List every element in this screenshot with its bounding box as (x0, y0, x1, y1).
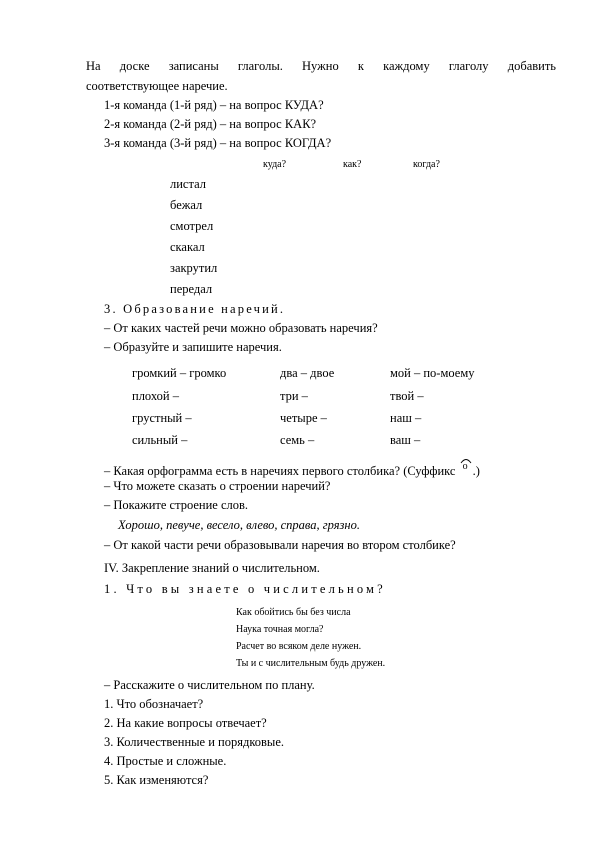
section-3-question-4: – Что можете сказать о строении наречий? (104, 479, 331, 493)
grid-cell: мой – по-моему (390, 366, 475, 380)
verb-item: скакал (170, 240, 205, 254)
verb-item: листал (170, 177, 206, 191)
verb-item: закрутил (170, 261, 218, 275)
team-1-line: 1-я команда (1-й ряд) – на вопрос КУДА? (104, 98, 324, 112)
grid-cell: семь – (280, 433, 315, 447)
team-3-line: 3-я команда (3-й ряд) – на вопрос КОГДА? (104, 136, 332, 150)
section-3-question-2: – Образуйте и запишите наречия. (104, 340, 282, 354)
section-3-question-1: – От каких частей речи можно образовать наречия? (104, 321, 378, 335)
grid-cell: громкий – громко (132, 366, 227, 380)
verb-item: бежал (170, 198, 203, 212)
grid-cell: три – (280, 389, 308, 403)
intro-line-1: На доске записаны глаголы. Нужно к каждому глаголу добавить (86, 59, 556, 73)
poem-line: Ты и с числительным будь дружен. (236, 658, 386, 669)
section-3-question-6: – От какой части речи образовывали наречия во втором столбике? (104, 538, 456, 552)
intro-line-2: соответствующее наречие. (86, 79, 228, 93)
plan-item: 3. Количественные и порядковые. (104, 735, 284, 749)
plan-item: 1. Что обозначает? (104, 697, 204, 711)
example-words: Хорошо, певуче, весело, влево, справа, грязно. (118, 518, 360, 532)
section-4-title: IV. Закрепление знаний о числительном. (104, 561, 320, 575)
poem-line: Как обойтись бы без числа (236, 607, 351, 618)
grid-cell: два – двое (280, 366, 335, 380)
plan-item: 4. Простые и сложные. (104, 754, 227, 768)
question-3-close: .) (472, 464, 480, 478)
header-kak: как? (343, 159, 362, 170)
grid-cell: четыре – (280, 411, 327, 425)
section-3-question-5: – Покажите строение слов. (104, 498, 249, 512)
verb-item: смотрел (170, 219, 214, 233)
poem-line: Расчет во всяком деле нужен. (236, 641, 362, 652)
plan-item: 5. Как изменяются? (104, 773, 209, 787)
verb-item: передал (170, 282, 213, 296)
header-kuda: куда? (263, 159, 287, 170)
suffix-letter: о (462, 461, 468, 472)
grid-cell: ваш – (390, 433, 421, 447)
poem-line: Наука точная могла? (236, 624, 324, 635)
grid-cell: сильный – (132, 433, 188, 447)
plan-item: 2. На какие вопросы отвечает? (104, 716, 267, 730)
header-kogda: когда? (413, 159, 440, 170)
grid-cell: плохой – (132, 389, 179, 403)
section-3-question-3 (104, 460, 480, 478)
grid-cell: твой – (390, 389, 424, 403)
suffix-mark (460, 460, 472, 476)
section-4-subtitle: 1. Что вы знаете о числительном? (104, 582, 386, 596)
section-3-title: 3. Образование наречий. (104, 302, 286, 316)
team-2-line: 2-я команда (2-й ряд) – на вопрос КАК? (104, 117, 317, 131)
grid-cell: наш – (390, 411, 422, 425)
question-3-text: – Какая орфограмма есть в наречиях первого столбика? (Суффикс (104, 464, 456, 478)
plan-intro: – Расскажите о числительном по плану. (104, 678, 315, 692)
grid-cell: грустный – (132, 411, 192, 425)
